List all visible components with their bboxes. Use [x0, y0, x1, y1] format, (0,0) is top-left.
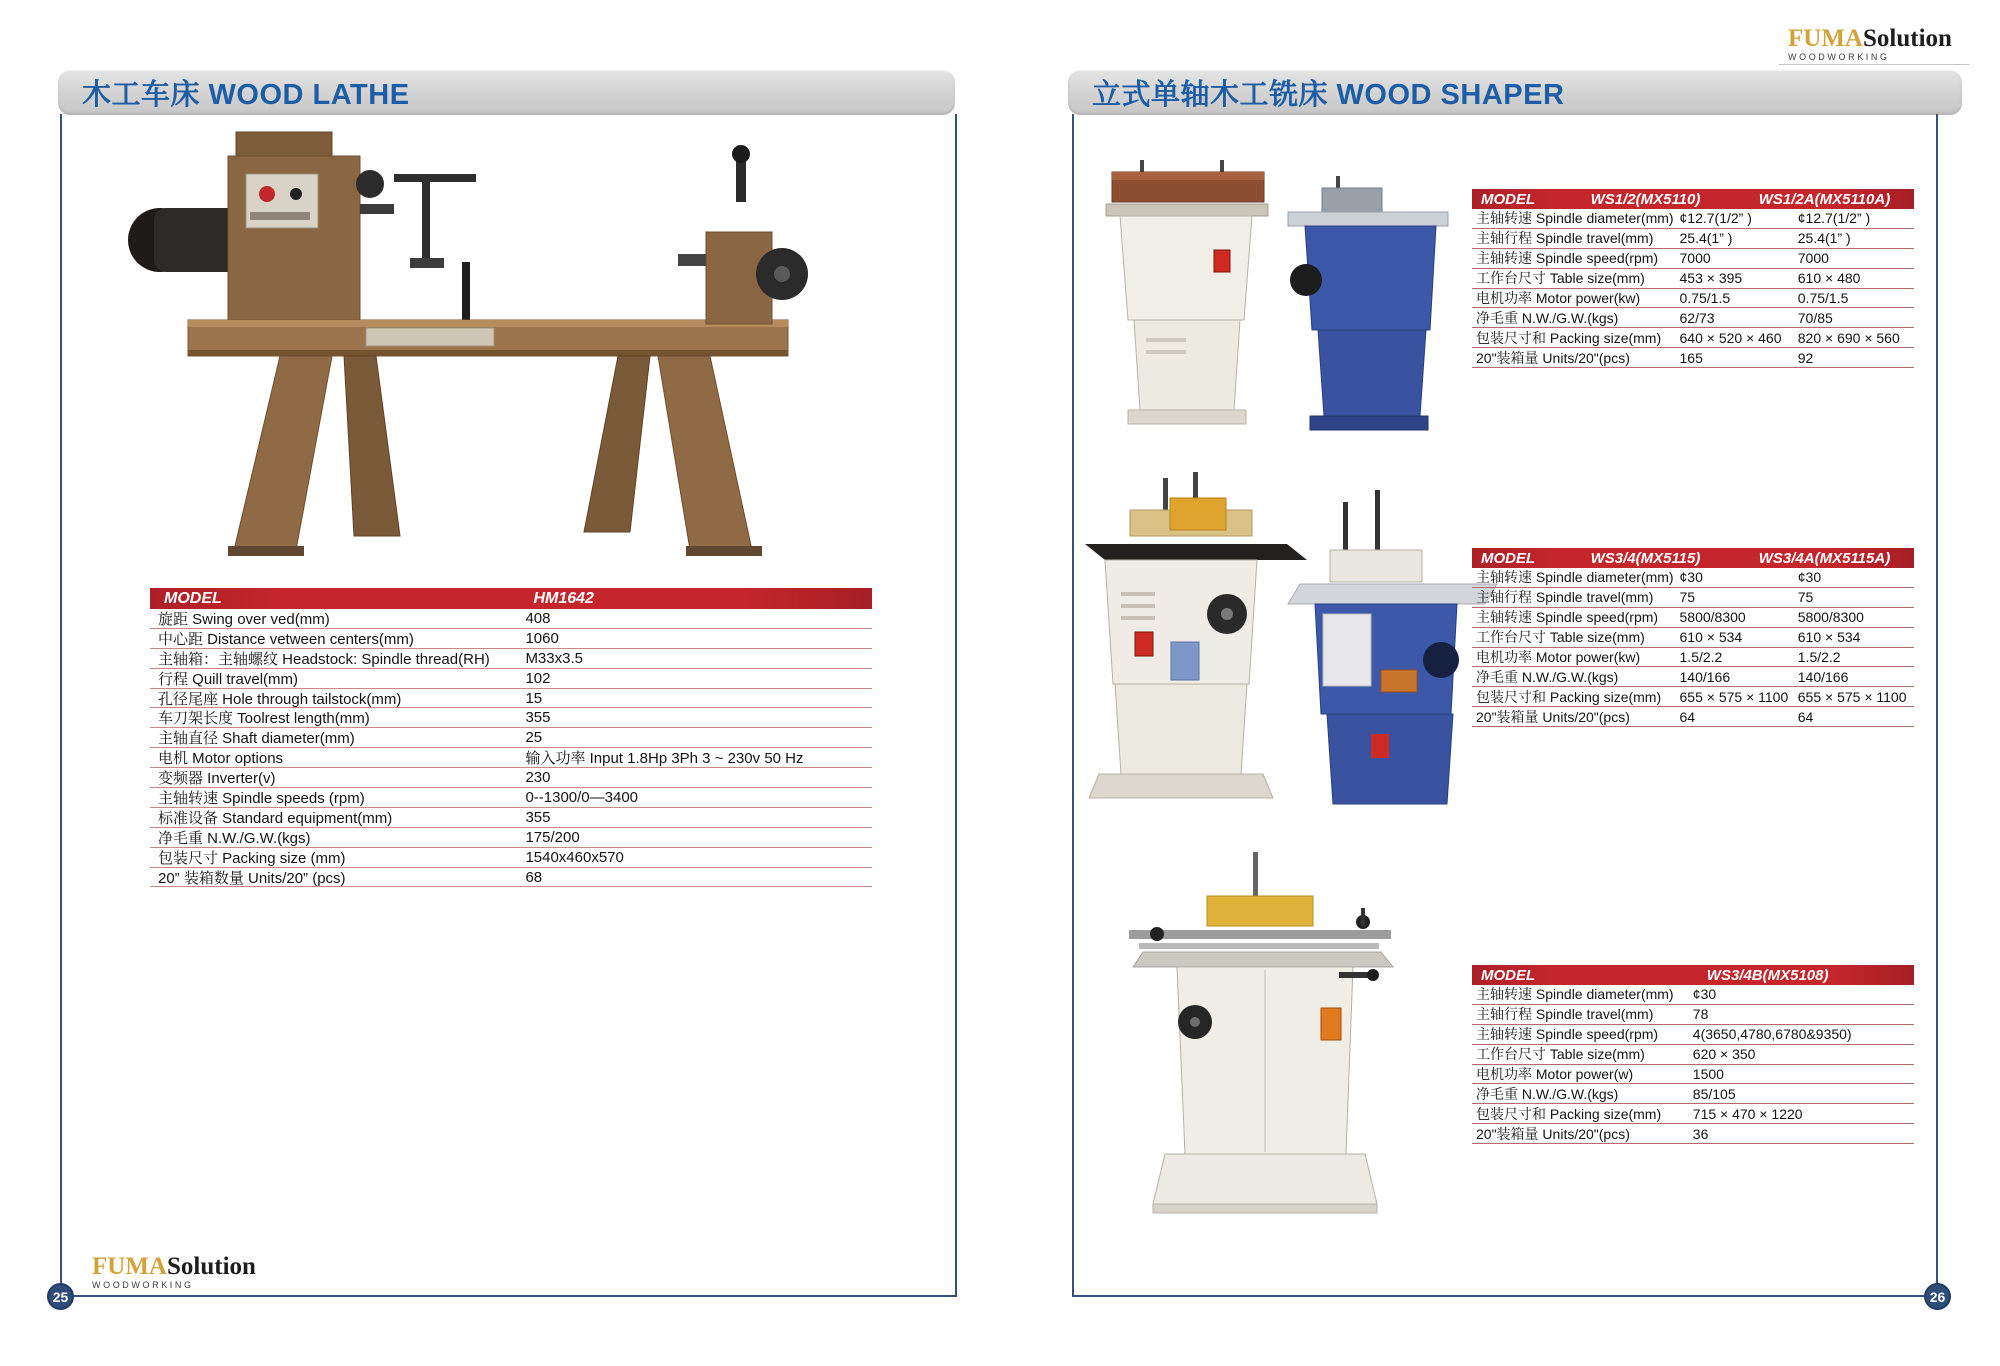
page-number-left: 25: [47, 1283, 74, 1310]
spec-row: [1472, 269, 1914, 289]
spec-label: 净毛重 N.W./G.W.(kgs): [1476, 1085, 1619, 1102]
spec-label: 20"装箱量 Units/20"(pcs): [1476, 708, 1630, 725]
brand-name: [1788, 26, 1952, 51]
spec-label: 主轴行程 Spindle travel(mm): [1476, 589, 1654, 606]
model-header-value: HM1642: [533, 589, 594, 607]
spec-row: [1472, 1104, 1914, 1124]
spec-label: 车刀架长度 Toolrest length(mm): [158, 710, 370, 728]
model-column-header: WS3/4A(MX5115A): [1758, 549, 1891, 567]
model-header-label: MODEL: [1481, 190, 1536, 208]
spec-row: [1472, 308, 1914, 328]
section-title-wood-lathe: 木工车床 WOOD LATHE: [58, 70, 955, 115]
spec-value: 0.75/1.5: [1679, 290, 1731, 306]
left-frame-right-line: [955, 114, 957, 1297]
spec-row: [150, 868, 872, 888]
spec-value: 102: [525, 669, 551, 687]
spec-row: [1472, 568, 1914, 588]
spec-value: 355: [525, 808, 551, 826]
model-column-header: WS3/4B(MX5108): [1706, 966, 1829, 984]
brand-black-text: Solution: [166, 1253, 256, 1280]
spec-value: 408: [525, 609, 551, 627]
spec-value: 1.5/2.2: [1679, 649, 1723, 665]
spec-row: [1472, 348, 1914, 368]
spec-value: ¢30: [1797, 569, 1822, 586]
spec-value: 0--1300/0—3400: [525, 788, 639, 806]
page-number-right: 26: [1924, 1283, 1951, 1310]
model-header-values: [1556, 191, 1914, 208]
spec-label: 孔径尾座 Hole through tailstock(mm): [158, 690, 402, 708]
spec-label: 主轴转速 Spindle speed(rpm): [1476, 609, 1659, 626]
spec-value: 175/200: [525, 828, 580, 846]
wood-shaper-spec-table-3: [1472, 965, 1914, 1144]
spec-row: [1472, 707, 1914, 727]
spec-value: 0.75/1.5: [1797, 290, 1849, 306]
section-title-wood-shaper: 立式单轴木工铣床 WOOD SHAPER: [1068, 70, 1962, 115]
spec-label: 旋距 Swing over ved(mm): [158, 610, 330, 628]
spec-value: 64: [1797, 708, 1814, 725]
spec-value: ¢30: [1679, 569, 1703, 586]
spec-label: 工作台尺寸 Table size(mm): [1476, 629, 1645, 646]
spec-value: 1540x460x570: [525, 848, 624, 866]
spec-value: 640 × 520 × 460: [1679, 329, 1782, 346]
spec-label: 净毛重 N.W./G.W.(kgs): [158, 829, 311, 847]
spec-table-header: [1472, 548, 1914, 568]
spec-label: 包装尺寸和 Packing size(mm): [1476, 1105, 1662, 1122]
spec-value: 85/105: [1692, 1085, 1736, 1102]
spec-label: 主轴转速 Spindle speed(rpm): [1476, 250, 1659, 267]
spec-value: 70/85: [1797, 309, 1833, 326]
spec-label: 主轴转速 Spindle speeds (rpm): [158, 789, 365, 807]
wood-lathe-spec-table: [150, 588, 872, 887]
spec-label: 主轴直径 Shaft diameter(mm): [158, 730, 355, 748]
spec-value: 610 × 480: [1797, 270, 1861, 287]
brand-subtitle: WOODWORKING: [92, 1280, 194, 1290]
spec-row: [150, 609, 872, 629]
spec-row: [1472, 1124, 1914, 1144]
spec-value: 165: [1679, 349, 1703, 366]
spec-row: [1472, 229, 1914, 249]
model-header-label: MODEL: [1481, 549, 1536, 567]
brand-name: [92, 1254, 256, 1279]
model-header-values: [1556, 550, 1914, 567]
spec-value: 355: [525, 709, 551, 727]
spec-value: 1.5/2.2: [1797, 649, 1841, 665]
spec-value: 1500: [1692, 1066, 1724, 1082]
spec-row: [1472, 1045, 1914, 1065]
spec-label: 20"装箱量 Units/20"(pcs): [1476, 349, 1630, 366]
spec-label: 变频器 Inverter(v): [158, 770, 276, 788]
spec-value: 7000: [1797, 250, 1829, 267]
model-column-header: WS1/2(MX5110): [1590, 190, 1701, 208]
spec-label: 净毛重 N.W./G.W.(kgs): [1476, 309, 1619, 326]
spec-label: 电机功率 Motor power(w): [1476, 1066, 1634, 1083]
brand-logo-top: [1788, 26, 1952, 62]
spec-label: 电机 Motor options: [158, 750, 284, 768]
spec-value: 453 × 395: [1679, 270, 1743, 287]
right-frame-left-line: [1072, 114, 1074, 1297]
spec-label: 行程 Quill travel(mm): [158, 670, 299, 688]
spec-table-rows: [1472, 568, 1914, 727]
brand-gold-text: FUMA: [92, 1253, 167, 1280]
spec-value: 25.4(1” ): [1679, 230, 1733, 247]
spec-row: [1472, 628, 1914, 648]
spec-row: [1472, 1005, 1914, 1025]
model-header-label: MODEL: [1481, 966, 1536, 984]
spec-value: 75: [1679, 589, 1696, 606]
spec-row: [150, 808, 872, 828]
spec-row: [150, 649, 872, 669]
spec-label: 净毛重 N.W./G.W.(kgs): [1476, 668, 1619, 685]
spec-value: 230: [525, 769, 551, 787]
spec-table-rows: [1472, 209, 1914, 368]
spec-value: 64: [1679, 708, 1696, 725]
spec-row: [1472, 985, 1914, 1005]
spec-value: 655 × 575 × 1100: [1797, 688, 1907, 705]
spec-row: [150, 728, 872, 748]
spec-table-rows: [1472, 985, 1914, 1144]
spec-label: 20"装箱量 Units/20"(pcs): [1476, 1125, 1630, 1142]
spec-row: [150, 669, 872, 689]
spec-row: [1472, 1084, 1914, 1104]
wood-shaper-pair-2-photo: [1075, 472, 1500, 817]
spec-row: [150, 788, 872, 808]
left-frame-bottom-line: [60, 1295, 957, 1297]
spec-value: 62/73: [1679, 309, 1715, 326]
spec-row: [1472, 289, 1914, 309]
spec-row: [150, 689, 872, 709]
spec-label: 电机功率 Motor power(kw): [1476, 290, 1641, 307]
wood-shaper-spec-table-1: [1472, 189, 1914, 368]
spec-label: 主轴行程 Spindle travel(mm): [1476, 1006, 1654, 1023]
wood-lathe-photo: [118, 112, 848, 577]
spec-label: 20” 装箱数量 Units/20” (pcs): [158, 869, 346, 887]
brand-black-text: Solution: [1862, 25, 1952, 52]
spec-value: M33x3.5: [525, 649, 583, 667]
spec-label: 包装尺寸和 Packing size(mm): [1476, 329, 1662, 346]
spec-row: [150, 768, 872, 788]
spec-label: 中心距 Distance vetween centers(mm): [158, 630, 414, 648]
spec-value: 820 × 690 × 560: [1797, 329, 1900, 346]
spec-label: 包装尺寸和 Packing size(mm): [1476, 688, 1662, 705]
spec-row: [1472, 588, 1914, 608]
brand-divider-line: [1779, 64, 1969, 65]
spec-value: 140/166: [1797, 668, 1849, 685]
brand-subtitle: WOODWORKING: [1788, 52, 1890, 62]
spec-row: [150, 848, 872, 868]
spec-label: 主轴行程 Spindle travel(mm): [1476, 230, 1654, 247]
spec-table-header: [1472, 965, 1914, 985]
spec-label: 主轴转速 Spindle diameter(mm): [1476, 210, 1674, 227]
spec-row: [1472, 648, 1914, 668]
model-column-header: WS1/2A(MX5110A): [1758, 190, 1891, 208]
spec-row: [1472, 1065, 1914, 1085]
brand-logo-bottom: [92, 1254, 256, 1290]
left-frame-left-line: [60, 114, 62, 1297]
wood-shaper-spec-table-2: [1472, 548, 1914, 727]
spec-value: 15: [525, 689, 543, 707]
spec-row: [150, 748, 872, 768]
spec-value: 655 × 575 × 1100: [1679, 688, 1789, 705]
spec-value: ¢12.7(1/2” ): [1797, 210, 1871, 227]
spec-value: 5800/8300: [1679, 609, 1746, 626]
spec-value: 7000: [1679, 250, 1711, 267]
spec-value: 1060: [525, 629, 559, 647]
spec-value: 36: [1692, 1125, 1709, 1142]
spec-value: 610 × 534: [1679, 629, 1743, 646]
spec-table-header: [1472, 189, 1914, 209]
spec-table-header: [150, 588, 872, 609]
wood-shaper-single-photo: [1125, 852, 1405, 1252]
spec-label: 主轴转速 Spindle diameter(mm): [1476, 569, 1674, 586]
spec-row: [1472, 608, 1914, 628]
spec-value: 75: [1797, 589, 1814, 606]
spec-table-rows: [150, 609, 872, 887]
spec-value: 92: [1797, 349, 1814, 366]
brand-gold-text: FUMA: [1788, 25, 1863, 52]
spec-row: [150, 708, 872, 728]
spec-value: 4(3650,4780,6780&9350): [1692, 1026, 1852, 1043]
spec-row: [150, 629, 872, 649]
spec-value: 715 × 470 × 1220: [1692, 1105, 1803, 1122]
spec-row: [1472, 209, 1914, 229]
spec-label: 标准设备 Standard equipment(mm): [158, 809, 393, 827]
spec-value: 5800/8300: [1797, 609, 1864, 626]
spec-row: [150, 828, 872, 848]
spec-label: 工作台尺寸 Table size(mm): [1476, 1046, 1645, 1063]
spec-label: 主轴箱：主轴螺纹 Headstock: Spindle thread(RH): [158, 650, 490, 668]
spec-value: ¢30: [1692, 986, 1717, 1003]
model-header-values: [1691, 967, 1914, 984]
spec-value: 25.4(1” ): [1797, 230, 1851, 247]
model-header-label: MODEL: [164, 589, 222, 607]
model-column-header: WS3/4(MX5115): [1590, 549, 1701, 567]
spec-label: 主轴转速 Spindle speed(rpm): [1476, 1026, 1659, 1043]
spec-label: 工作台尺寸 Table size(mm): [1476, 270, 1645, 287]
spec-value: 140/166: [1679, 668, 1731, 685]
spec-value: 输入功率 Input 1.8Hp 3Ph 3 ~ 230v 50 Hz: [525, 750, 804, 768]
spec-label: 包装尺寸 Packing size (mm): [158, 849, 346, 867]
spec-label: 主轴转速 Spindle diameter(mm): [1476, 986, 1674, 1003]
wood-shaper-pair-1-photo: [1100, 158, 1465, 443]
spec-value: 620 × 350: [1692, 1046, 1756, 1063]
spec-row: [1472, 249, 1914, 269]
spec-value: ¢12.7(1/2” ): [1679, 210, 1752, 227]
spec-value: 78: [1692, 1006, 1709, 1023]
spec-row: [1472, 667, 1914, 687]
spec-value: 25: [525, 729, 543, 747]
spec-row: [1472, 687, 1914, 707]
spec-label: 电机功率 Motor power(kw): [1476, 649, 1641, 666]
spec-value: 610 × 534: [1797, 629, 1861, 646]
spec-value: 68: [525, 868, 543, 886]
right-frame-bottom-line: [1072, 1295, 1938, 1297]
right-frame-right-line: [1936, 114, 1938, 1297]
spec-row: [1472, 328, 1914, 348]
spec-row: [1472, 1025, 1914, 1045]
